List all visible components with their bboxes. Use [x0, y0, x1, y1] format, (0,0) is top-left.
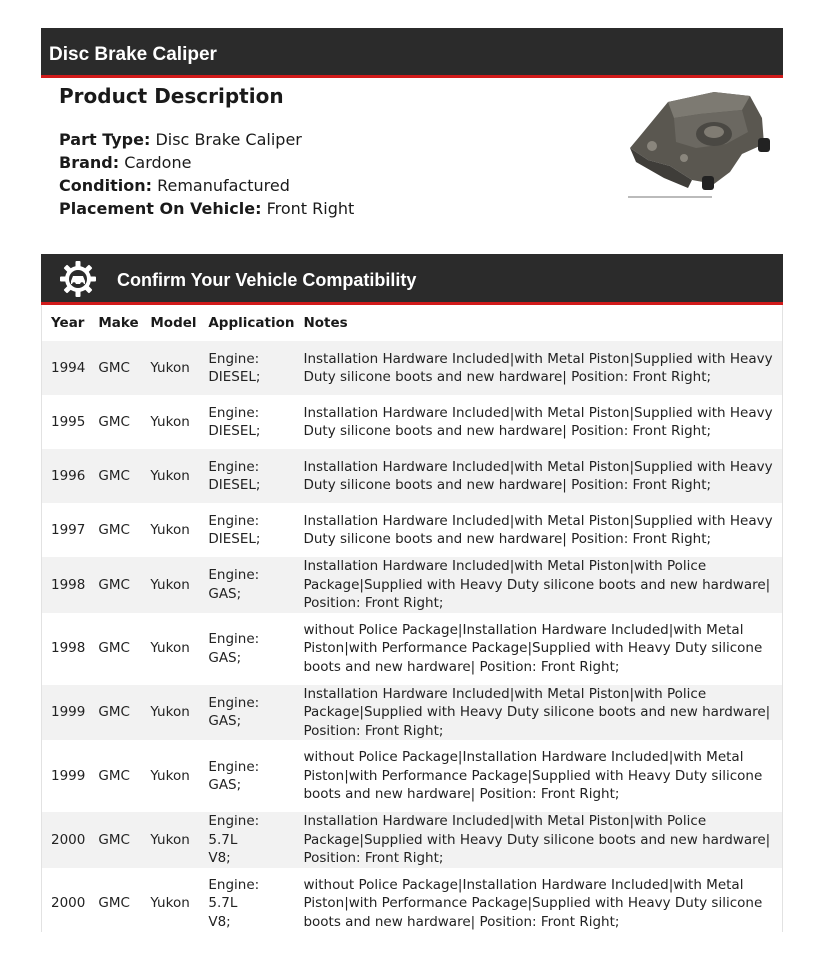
cell-make: GMC [89, 613, 141, 685]
column-header-notes: Notes [303, 315, 348, 331]
spec-label: Condition: [59, 176, 152, 195]
cell-notes: without Police Package|Installation Hardware Included|with Metal Piston|with Performance Package|Supplied with Heavy Duty silicone boots and new hardware| Position: Front Right; [294, 613, 782, 685]
spec-placement [59, 199, 354, 218]
cell-year: 1995 [42, 395, 89, 449]
column-header-make: Make [98, 315, 139, 331]
table-row [42, 812, 782, 868]
application-line: GAS; [208, 585, 242, 602]
cell-year: 2000 [42, 868, 89, 940]
application-line: GAS; [208, 713, 242, 730]
table-row [42, 395, 782, 449]
cell-application [199, 395, 294, 449]
cell-make: GMC [89, 449, 141, 503]
cell-application [199, 557, 294, 613]
cell-make: GMC [89, 685, 141, 741]
cell-notes: Installation Hardware Included|with Metal Piston|Supplied with Heavy Duty silicone boots and new hardware| Position: Front Right; [294, 395, 782, 449]
cell-year: 1999 [42, 685, 89, 741]
cell-year: 1998 [42, 613, 89, 685]
application-line: DIESEL; [208, 369, 261, 385]
cell-year: 1997 [42, 503, 89, 557]
column-header-model: Model [150, 315, 197, 331]
cell-make: GMC [89, 503, 141, 557]
cell-year: 1999 [42, 740, 89, 812]
spec-value: Cardone [124, 153, 192, 172]
application-line: Engine: [208, 758, 260, 775]
spec-value: Remanufactured [157, 176, 290, 195]
table-row [42, 503, 782, 557]
cell-year: 1994 [42, 341, 89, 395]
cell-model: Yukon [141, 341, 199, 395]
compatibility-table [41, 305, 783, 932]
spec-part-type [59, 130, 302, 149]
cell-application [199, 868, 294, 940]
cell-notes: Installation Hardware Included|with Metal Piston|with Police Package|Supplied with Heavy Duty silicone boots and new hardware| Position: Front Right; [294, 812, 782, 868]
cell-notes: Installation Hardware Included|with Metal Piston|with Police Package|Supplied with Heavy Duty silicone boots and new hardware| Position: Front Right; [294, 557, 782, 613]
cell-model: Yukon [141, 395, 199, 449]
cell-application [199, 812, 294, 868]
cell-application [199, 341, 294, 395]
cell-model: Yukon [141, 449, 199, 503]
application-line: Engine: 5.7L [208, 813, 260, 848]
spec-condition [59, 176, 290, 195]
brake-caliper-image [622, 88, 778, 206]
cell-model: Yukon [141, 613, 199, 685]
table-row [42, 449, 782, 503]
application-line: GAS; [208, 649, 242, 666]
application-line: Engine: 5.7L [208, 876, 260, 912]
application-line: Engine: [208, 458, 260, 475]
compatibility-bar [41, 254, 783, 305]
table-row [42, 740, 782, 812]
spec-brand [59, 153, 191, 172]
cell-notes: Installation Hardware Included|with Metal Piston|Supplied with Heavy Duty silicone boots and new hardware| Position: Front Right; [294, 449, 782, 503]
cell-make: GMC [89, 740, 141, 812]
cell-notes: without Police Package|Installation Hardware Included|with Metal Piston|with Performance Package|Supplied with Heavy Duty silicone boots and new hardware| Position: Front Right; [294, 868, 782, 940]
table-row [42, 868, 782, 940]
spec-value: Front Right [266, 199, 355, 218]
gear-car-icon [59, 260, 97, 298]
cell-model: Yukon [141, 685, 199, 741]
table-header-row [42, 305, 782, 341]
cell-year: 1998 [42, 557, 89, 613]
application-line: Engine: [208, 404, 260, 421]
column-header-year: Year [51, 315, 85, 331]
cell-model: Yukon [141, 503, 199, 557]
cell-model: Yukon [141, 868, 199, 940]
cell-notes: without Police Package|Installation Hardware Included|with Metal Piston|with Performance Package|Supplied with Heavy Duty silicone boots and new hardware| Position: Front Right; [294, 740, 782, 812]
application-line: V8; [208, 913, 231, 930]
cell-model: Yukon [141, 812, 199, 868]
table-row [42, 685, 782, 741]
cell-application [199, 613, 294, 685]
cell-make: GMC [89, 812, 141, 868]
cell-notes: Installation Hardware Included|with Metal Piston|Supplied with Heavy Duty silicone boots and new hardware| Position: Front Right; [294, 341, 782, 395]
application-line: GAS; [208, 777, 242, 793]
cell-year: 1996 [42, 449, 89, 503]
table-row [42, 557, 782, 613]
cell-notes: Installation Hardware Included|with Metal Piston|with Police Package|Supplied with Heavy Duty silicone boots and new hardware| Position: Front Right; [294, 685, 782, 741]
application-line: Engine: [208, 694, 260, 711]
cell-application [199, 685, 294, 741]
cell-make: GMC [89, 557, 141, 613]
application-line: DIESEL; [208, 531, 261, 547]
application-line: Engine: [208, 350, 260, 367]
column-header-application: Application [208, 315, 295, 331]
spec-value: Disc Brake Caliper [155, 130, 302, 149]
application-line: V8; [208, 850, 231, 866]
application-line: Engine: [208, 631, 260, 647]
title-bar [41, 28, 783, 78]
application-line: DIESEL; [208, 423, 261, 439]
application-line: DIESEL; [208, 477, 261, 493]
spec-label: Placement On Vehicle: [59, 199, 262, 218]
spec-label: Part Type: [59, 130, 151, 149]
product-description-heading: Product Description [59, 84, 284, 108]
application-line: Engine: [208, 512, 260, 529]
cell-model: Yukon [141, 557, 199, 613]
compatibility-title: Confirm Your Vehicle Compatibility [117, 270, 417, 290]
cell-notes: Installation Hardware Included|with Metal Piston|Supplied with Heavy Duty silicone boots and new hardware| Position: Front Right; [294, 503, 782, 557]
cell-make: GMC [89, 395, 141, 449]
spec-label: Brand: [59, 153, 120, 172]
cell-application [199, 449, 294, 503]
cell-application [199, 503, 294, 557]
page-title: Disc Brake Caliper [49, 44, 217, 65]
table-row [42, 341, 782, 395]
cell-make: GMC [89, 868, 141, 940]
cell-make: GMC [89, 341, 141, 395]
cell-model: Yukon [141, 740, 199, 812]
table-row [42, 613, 782, 685]
application-line: Engine: [208, 567, 260, 584]
cell-year: 2000 [42, 812, 89, 868]
cell-application [199, 740, 294, 812]
